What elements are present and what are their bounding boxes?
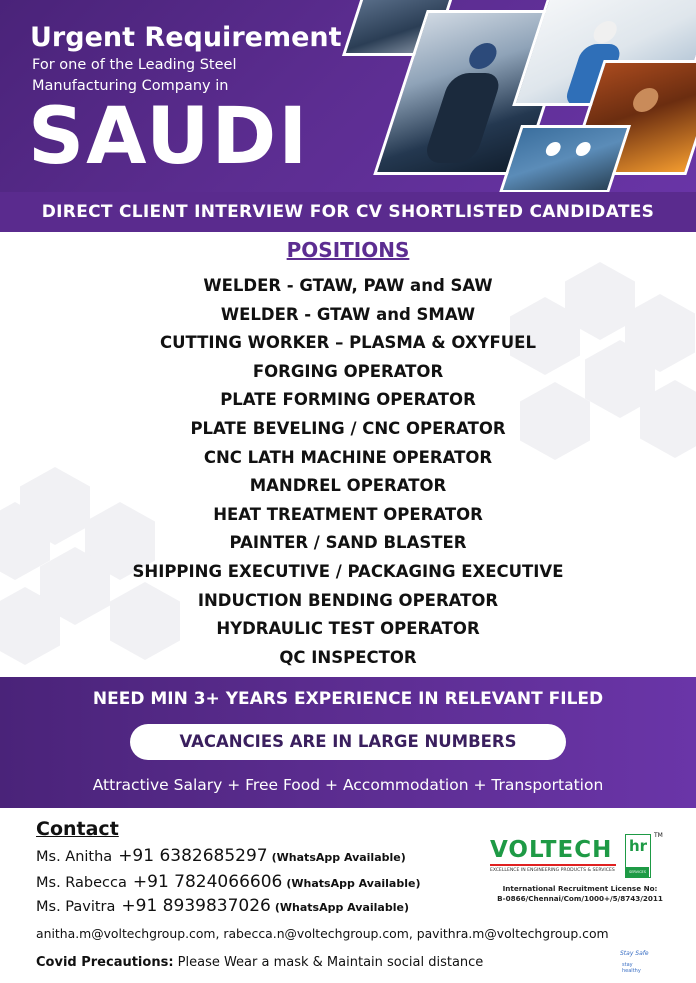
position-item: WELDER - GTAW and SMAW — [220, 304, 476, 324]
header-subtitle-line2: Manufacturing Company in — [32, 78, 229, 94]
contact-row — [36, 846, 406, 866]
header-banner — [0, 0, 696, 232]
position-item: SHIPPING EXECUTIVE / PACKAGING EXECUTIVE — [132, 561, 564, 581]
header-subtitle-line1: For one of the Leading Steel — [32, 57, 237, 73]
whatsapp-note: (WhatsApp Available) — [271, 851, 406, 864]
covid-text: Please Wear a mask & Maintain social distance — [173, 955, 484, 970]
stamp-line2: stay healthy — [622, 962, 641, 974]
contact-phone[interactable]: +91 6382685297 — [118, 846, 268, 866]
vacancies-pill: VACANCIES ARE IN LARGE NUMBERS — [130, 724, 566, 760]
logo-name: VOLTECH — [490, 837, 613, 863]
contact-name: Ms. Anitha — [36, 849, 113, 865]
hr-text: hr — [629, 837, 648, 855]
trademark: TM — [654, 832, 663, 839]
position-item: MANDREL OPERATOR — [249, 476, 447, 496]
header-title: Urgent Requirement — [30, 22, 342, 53]
experience-requirement: NEED MIN 3+ YEARS EXPERIENCE IN RELEVANT FILED — [92, 689, 604, 709]
position-item: FORGING OPERATOR — [252, 361, 444, 381]
contact-phone[interactable]: +91 8939837026 — [121, 896, 271, 916]
contact-emails[interactable]: anitha.m@voltechgroup.com, rabecca.n@voltechgroup.com, pavithra.m@voltechgroup.com — [36, 926, 609, 941]
contact-row — [36, 872, 420, 892]
requirements-banner — [0, 677, 696, 808]
hr-sub-text: SERVICES — [626, 867, 649, 877]
contact-name: Ms. Rabecca — [36, 875, 127, 891]
position-item: QC INSPECTOR — [279, 647, 417, 667]
photo-engineers — [499, 125, 631, 193]
license-line1: International Recruitment License No: — [502, 884, 658, 893]
position-item: PLATE BEVELING / CNC OPERATOR — [190, 418, 506, 438]
license-line2: B-0866/Chennai/Com/1000+/5/8743/2011 — [497, 894, 663, 903]
interview-band: DIRECT CLIENT INTERVIEW FOR CV SHORTLISTED CANDIDATES — [0, 192, 696, 232]
logo-underline — [490, 864, 616, 866]
contact-name: Ms. Pavitra — [36, 899, 116, 915]
position-item: PAINTER / SAND BLASTER — [229, 533, 467, 553]
worker-photo-collage — [330, 0, 696, 195]
position-item: HYDRAULIC TEST OPERATOR — [216, 619, 480, 639]
voltech-logo — [488, 834, 664, 884]
logo-tagline: EXCELLENCE IN ENGINEERING PRODUCTS & SERVICES — [490, 868, 615, 873]
country-title: SAUDI — [28, 92, 310, 182]
contact-phone[interactable]: +91 7824066606 — [132, 872, 283, 892]
benefits-text: Attractive Salary + Free Food + Accommodation + Transportation — [92, 776, 604, 794]
positions-title: POSITIONS — [286, 238, 410, 262]
position-item: HEAT TREATMENT OPERATOR — [213, 504, 483, 524]
position-item: INDUCTION BENDING OPERATOR — [197, 590, 499, 610]
whatsapp-note: (WhatsApp Available) — [286, 877, 421, 890]
position-item: CUTTING WORKER – PLASMA & OXYFUEL — [160, 333, 536, 353]
contact-title: Contact — [36, 818, 119, 840]
hr-services-icon — [625, 834, 651, 878]
whatsapp-note: (WhatsApp Available) — [274, 901, 409, 914]
covid-label: Covid Precautions: — [36, 955, 174, 970]
license-info — [494, 884, 666, 904]
positions-list — [0, 272, 696, 672]
stay-safe-stamp — [620, 950, 650, 974]
covid-precautions — [36, 955, 483, 970]
position-item: WELDER - GTAW, PAW and SAW — [203, 276, 493, 295]
position-item: PLATE FORMING OPERATOR — [220, 390, 476, 410]
stamp-line1: Stay Safe — [620, 950, 649, 957]
contact-row — [36, 896, 409, 916]
position-item: CNC LATH MACHINE OPERATOR — [203, 447, 493, 467]
